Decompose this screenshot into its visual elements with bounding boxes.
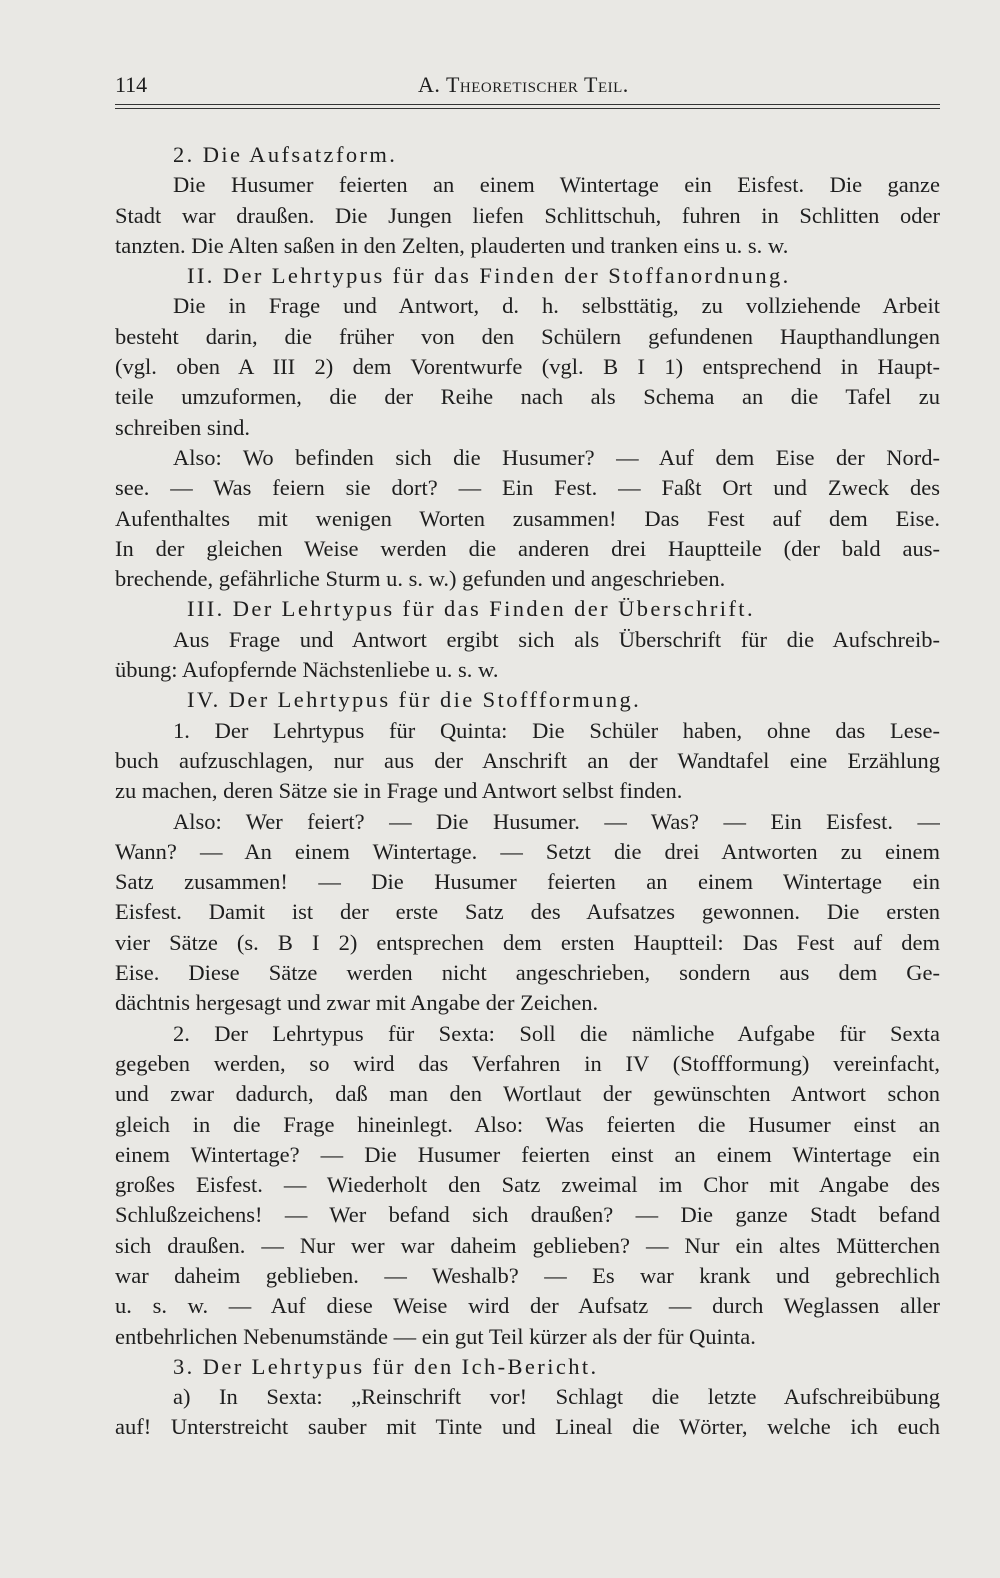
text-line: zu machen, deren Sätze sie in Frage und Antwort selbst finden.: [115, 778, 683, 804]
text-line: u. s. w. — Auf diese Weise wird der Aufsatz — durch Weglassen aller: [115, 1293, 940, 1319]
text-line: IV. Der Lehrtypus für die Stoffformung.: [187, 687, 642, 713]
text-line: 1. Der Lehrtypus für Quinta: Die Schüler haben, ohne das Lese-: [173, 717, 940, 743]
text-line: Also: Wer feiert? — Die Husumer. — Was? — Ein Eisfest. —: [173, 808, 940, 834]
text-line: see. — Was feiern sie dort? — Ein Fest. — Faßt Ort und Zweck des: [115, 475, 940, 501]
text-line: Wann? — An einem Wintertage. — Setzt die drei Antworten zu einem: [115, 838, 940, 864]
text-line: auf! Unterstreicht sauber mit Tinte und Lineal die Wörter, welche ich euch: [115, 1414, 940, 1440]
text-line: und zwar dadurch, daß man den Wortlaut der gewünschten Antwort schon: [115, 1081, 940, 1107]
text-line: II. Der Lehrtypus für das Finden der Stoffanordnung.: [187, 263, 791, 289]
text-line: sich draußen. — Nur wer war daheim geblieben? — Nur ein altes Mütterchen: [115, 1232, 940, 1258]
text-line: Also: Wo befinden sich die Husumer? — Auf dem Eise der Nord-: [173, 444, 940, 470]
text-line: 3. Der Lehrtypus für den Ich-Bericht.: [173, 1353, 599, 1379]
page-number: 114: [115, 72, 148, 97]
text-line: Eise. Diese Sätze werden nicht angeschrieben, sondern aus dem Ge-: [115, 960, 940, 986]
text-line: dächtnis hergesagt und zwar mit Angabe der Zeichen.: [115, 990, 599, 1016]
text-line: Aus Frage und Antwort ergibt sich als Überschrift für die Aufschreib-: [173, 626, 940, 652]
text-line: Satz zusammen! — Die Husumer feierten an einem Wintertage ein: [115, 869, 940, 895]
text-line: 2. Die Aufsatzform.: [173, 142, 398, 167]
text-line: In der gleichen Weise werden die anderen drei Hauptteile (der bald aus-: [115, 535, 940, 561]
running-head: A. Theoretischer Teil.: [418, 72, 629, 97]
text-line: a) In Sexta: „Reinschrift vor! Schlagt die letzte Aufschreibübung: [173, 1384, 940, 1410]
text-line: großes Eisfest. — Wiederholt den Satz zweimal im Chor mit Angabe des: [115, 1172, 940, 1198]
text-line: schreiben sind.: [115, 414, 250, 440]
text-line: brechende, gefährliche Sturm u. s. w.) gefunden und angeschrieben.: [115, 566, 726, 592]
text-line: besteht darin, die früher von den Schülern gefundenen Haupthandlungen: [115, 323, 940, 349]
text-line: III. Der Lehrtypus für das Finden der Überschrift.: [187, 596, 755, 622]
text-line: übung: Aufopfernde Nächstenliebe u. s. w.: [115, 657, 499, 683]
text-line: entbehrlichen Nebenumstände — ein gut Teil kürzer als der für Quinta.: [115, 1323, 756, 1349]
text-line: Aufenthaltes mit wenigen Worten zusammen! Das Fest auf dem Eise.: [115, 505, 940, 531]
text-line: einem Wintertage? — Die Husumer feierten einst an einem Wintertage ein: [115, 1141, 940, 1167]
text-line: gegeben werden, so wird das Verfahren in IV (Stoffformung) vereinfacht,: [115, 1050, 940, 1076]
text-line: Eisfest. Damit ist der erste Satz des Aufsatzes gewonnen. Die ersten: [115, 899, 940, 925]
text-line: Die in Frage und Antwort, d. h. selbsttätig, zu vollziehende Arbeit: [173, 293, 940, 319]
text-line: vier Sätze (s. B I 2) entsprechen dem ersten Hauptteil: Das Fest auf dem: [115, 929, 940, 955]
page-header: [115, 72, 940, 106]
text-line: buch aufzuschlagen, nur aus der Anschrift an der Wandtafel eine Erzählung: [115, 747, 940, 773]
text-line: (vgl. oben A III 2) dem Vorentwurfe (vgl. B I 1) entsprechend in Haupt-: [115, 354, 940, 380]
text-line: Die Husumer feierten an einem Wintertage ein Eisfest. Die ganze: [173, 172, 940, 198]
header-rule-bottom: [115, 108, 940, 109]
text-line: tanzten. Die Alten saßen in den Zelten, plauderten und tranken eins u. s. w.: [115, 232, 789, 258]
header-rule-top: [115, 104, 940, 105]
text-line: Stadt war draußen. Die Jungen liefen Schlittschuh, fuhren in Schlitten oder: [115, 202, 940, 228]
text-line: gleich in die Frage hineinlegt. Also: Was feierten die Husumer einst an: [115, 1111, 940, 1137]
text-line: Schlußzeichens! — Wer befand sich draußen? — Die ganze Stadt befand: [115, 1202, 940, 1228]
text-line: teile umzuformen, die der Reihe nach als Schema an die Tafel zu: [115, 384, 940, 410]
text-line: 2. Der Lehrtypus für Sexta: Soll die nämliche Aufgabe für Sexta: [173, 1020, 940, 1046]
text-line: war daheim geblieben. — Weshalb? — Es war krank und gebrechlich: [115, 1262, 940, 1288]
page-body: [115, 140, 940, 1443]
